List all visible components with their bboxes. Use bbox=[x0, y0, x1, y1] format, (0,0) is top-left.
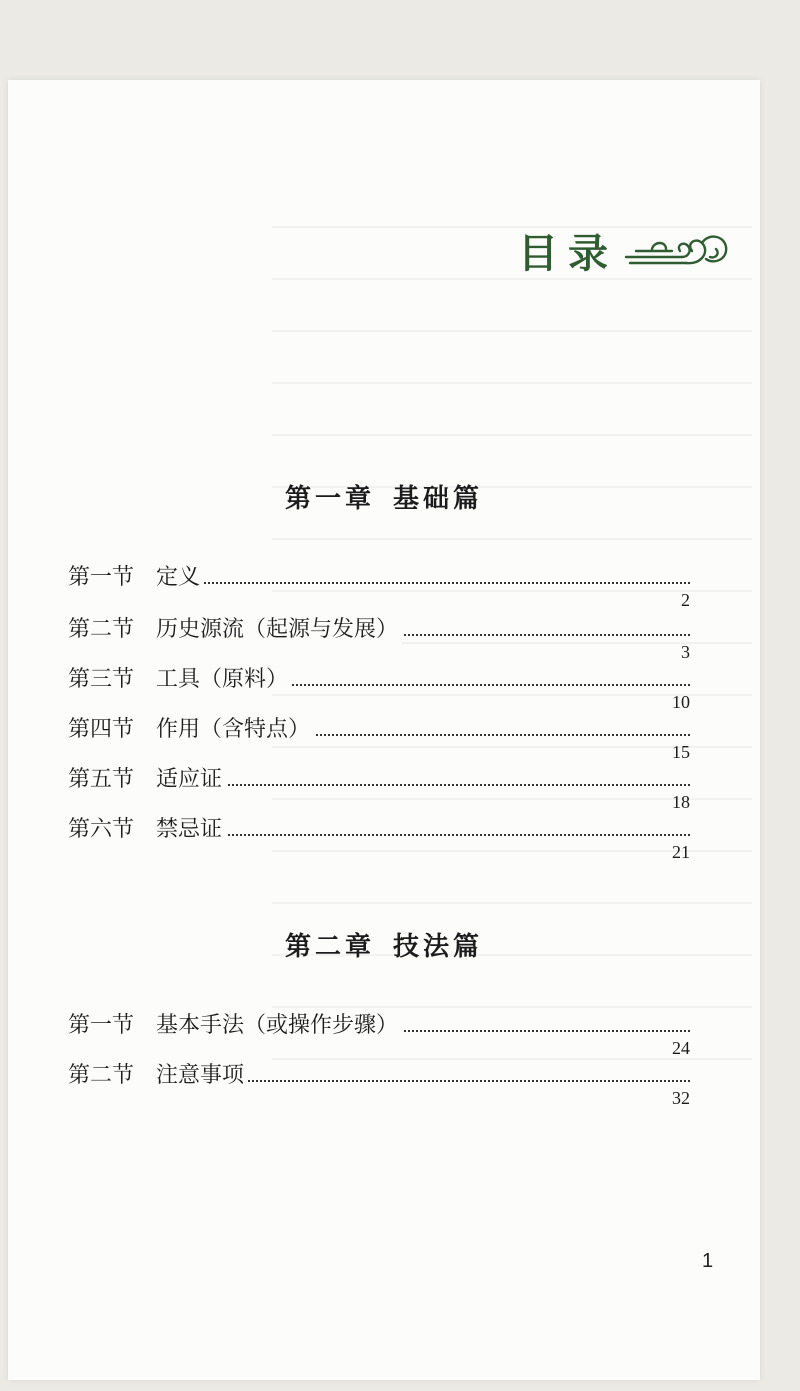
dot-leader bbox=[188, 784, 690, 786]
dot-leader bbox=[188, 834, 690, 836]
page-ref: 21 bbox=[672, 842, 690, 862]
book-page bbox=[8, 80, 760, 1380]
chapter-name: 技法篇 bbox=[393, 932, 484, 962]
toc-entry[interactable] bbox=[68, 616, 690, 666]
section-label: 第五节 bbox=[68, 767, 135, 792]
dot-leader bbox=[188, 582, 690, 584]
page-ref: 18 bbox=[672, 792, 690, 812]
section-name: 历史源流（起源与发展） bbox=[156, 616, 402, 644]
toc-entry[interactable] bbox=[68, 816, 690, 866]
section-label: 第二节 bbox=[68, 1063, 135, 1088]
page-ref: 32 bbox=[672, 1088, 690, 1108]
section-name: 工具（原料） bbox=[156, 666, 292, 694]
page-number: 1 bbox=[702, 1250, 714, 1272]
page-ref: 3 bbox=[681, 642, 690, 662]
section-name: 定义 bbox=[156, 564, 204, 592]
cloud-scroll-icon bbox=[622, 227, 730, 275]
toc-header bbox=[518, 222, 730, 279]
section-name: 禁忌证 bbox=[156, 816, 226, 844]
toc-entry[interactable] bbox=[68, 564, 690, 614]
toc-entry[interactable] bbox=[68, 1062, 690, 1112]
section-name: 基本手法（或操作步骤） bbox=[156, 1012, 402, 1040]
page-ref: 15 bbox=[672, 742, 690, 762]
toc-entry[interactable] bbox=[68, 766, 690, 816]
chapter-name: 基础篇 bbox=[393, 484, 484, 514]
section-name: 注意事项 bbox=[156, 1062, 248, 1090]
section-label: 第六节 bbox=[68, 817, 135, 842]
chapter-2-title bbox=[8, 926, 760, 963]
section-label: 第二节 bbox=[68, 617, 135, 642]
toc-entry[interactable] bbox=[68, 716, 690, 766]
chapter-1-title bbox=[8, 478, 760, 515]
chapter-number: 第一章 bbox=[284, 484, 375, 514]
section-name: 适应证 bbox=[156, 766, 226, 794]
section-label: 第一节 bbox=[68, 565, 135, 590]
section-label: 第四节 bbox=[68, 717, 135, 742]
section-label: 第三节 bbox=[68, 667, 135, 692]
page-ref: 10 bbox=[672, 692, 690, 712]
page-ref: 24 bbox=[672, 1038, 690, 1058]
toc-entry[interactable] bbox=[68, 666, 690, 716]
section-name: 作用（含特点） bbox=[156, 716, 314, 744]
toc-entry[interactable] bbox=[68, 1012, 690, 1062]
toc-title: 目录 bbox=[518, 230, 618, 277]
section-label: 第一节 bbox=[68, 1013, 135, 1038]
chapter-number: 第二章 bbox=[284, 932, 375, 962]
dot-leader bbox=[188, 1080, 690, 1082]
page-ref: 2 bbox=[681, 590, 690, 610]
